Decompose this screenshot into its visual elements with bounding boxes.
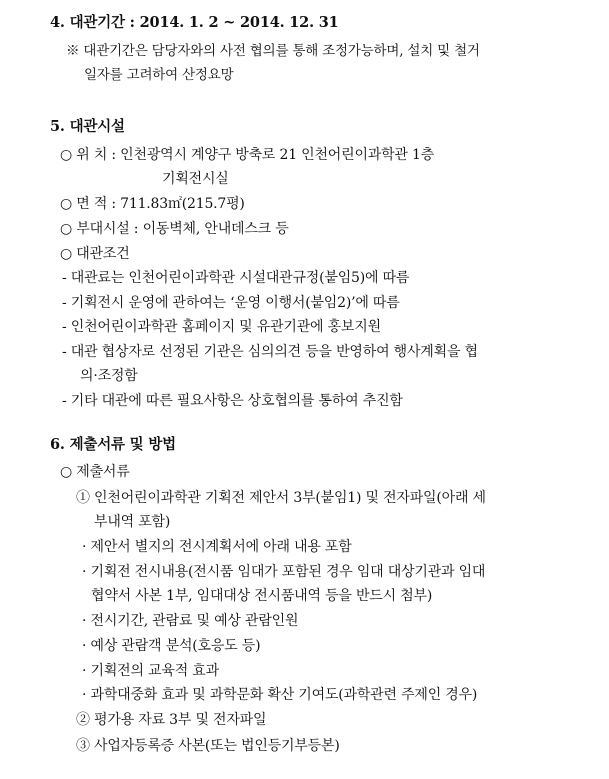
condition-item-4-line-2: 의·조정함	[80, 368, 138, 384]
detail-bullet-6: · 과학대중화 효과 및 과학문화 확산 기여도(과학관련 주제인 경우)	[82, 687, 478, 703]
detail-bullet-3: · 전시기간, 관람료 및 예상 관람인원	[82, 613, 299, 629]
condition-item-5: - 기타 대관에 따른 필요사항은 상호협의를 통하여 추진함	[62, 393, 403, 409]
section-5-title: 5. 대관시설	[50, 118, 125, 135]
section-6-title: 6. 제출서류 및 방법	[50, 436, 176, 453]
detail-bullet-1: · 제안서 별지의 전시계획서에 아래 내용 포함	[82, 539, 352, 555]
document-1-line-2: 부내역 포함)	[94, 514, 171, 530]
detail-bullet-2-line-2: 협약서 사본 1부, 임대대상 전시품내역 등을 반드시 첨부)	[91, 588, 433, 604]
condition-item-3: - 인천어린이과학관 홈페이지 및 유관기관에 홍보지원	[62, 319, 381, 335]
document-2: ② 평가용 자료 3부 및 전자파일	[76, 712, 267, 728]
section-4-note-line-1: ※ 대관기간은 담당자와의 사전 협의를 통해 조정가능하며, 설치 및 철거	[66, 43, 480, 59]
condition-item-1: - 대관료는 인천어린이과학관 시설대관규정(붙임5)에 따름	[62, 270, 410, 286]
section-4-note-line-2: 일자를 고려하여 산정요망	[84, 67, 234, 83]
condition-item-4-line-1: - 대관 협상자로 선정된 기관은 심의의견 등을 반영하여 행사계획을 협	[62, 344, 478, 360]
condition-item-2: - 기획전시 운영에 관하여는 ‘운영 이행서(붙임2)’에 따름	[62, 295, 400, 311]
detail-bullet-5: · 기획전의 교육적 효과	[82, 663, 219, 679]
location-line-2: 기획전시실	[162, 171, 229, 187]
section-4-title: 4. 대관기간 : 2014. 1. 2 ~ 2014. 12. 31	[50, 14, 339, 31]
area-line: ○ 면 적 : 711.83㎡(215.7평)	[60, 196, 245, 212]
auxiliary-facilities-line: ○ 부대시설 : 이동벽체, 안내데스크 등	[60, 221, 289, 237]
location-line-1: ○ 위 치 : 인천광역시 계양구 방축로 21 인천어린이과학관 1층	[60, 147, 435, 163]
document-3: ③ 사업자등록증 사본(또는 법인등기부등본)	[76, 738, 340, 754]
detail-bullet-4: · 예상 관람객 분석(호응도 등)	[82, 638, 261, 654]
submission-documents-title: ○ 제출서류	[60, 464, 130, 480]
rental-conditions-title: ○ 대관조건	[60, 246, 130, 262]
document-1-line-1: ① 인천어린이과학관 기획전 제안서 3부(붙임1) 및 전자파일(아래 세	[76, 490, 486, 506]
detail-bullet-2-line-1: · 기획전 전시내용(전시품 임대가 포함된 경우 임대 대상기관과 임대	[82, 564, 486, 580]
